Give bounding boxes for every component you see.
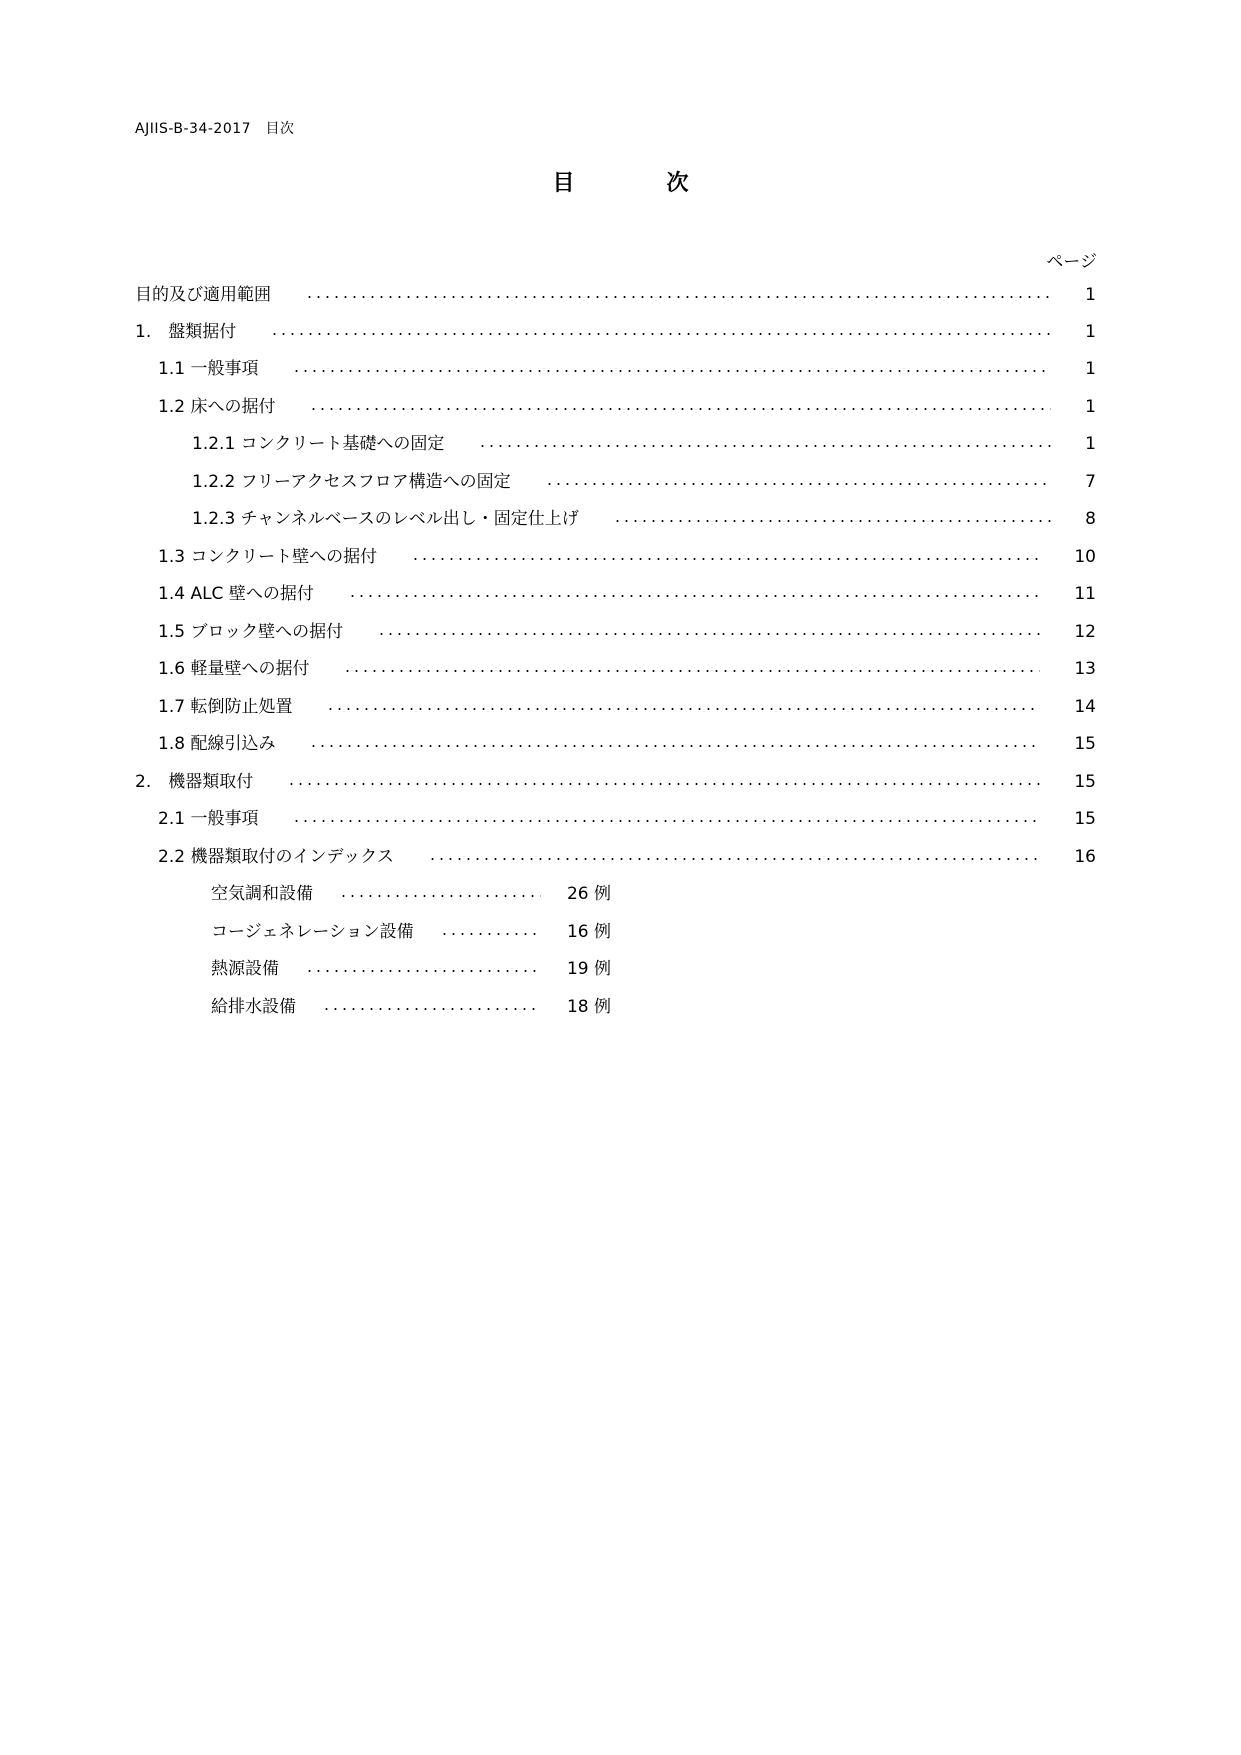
toc-entry-purpose[interactable] [135, 284, 1096, 306]
toc-entry-label: 2.1 一般事項 [158, 809, 259, 829]
toc-entry-page: 11 [1074, 584, 1096, 604]
toc-entry-page: 8 [1085, 509, 1096, 529]
toc-entry-2-1[interactable] [158, 808, 1096, 830]
dot-leader [348, 595, 1041, 597]
index-entry-count: 19 例 [566, 959, 611, 979]
toc-entry-page: 1 [1085, 322, 1096, 342]
toc-entry-1-8[interactable] [158, 733, 1096, 755]
toc-entry-page: 15 [1074, 772, 1096, 792]
toc-entry-label: 1.2 床への据付 [158, 397, 276, 417]
toc-entry-page: 1 [1085, 359, 1096, 379]
dot-leader [478, 445, 1051, 447]
toc-entry-1-1[interactable] [158, 358, 1096, 380]
dot-leader [309, 745, 1040, 747]
toc-entry-1-4[interactable] [158, 583, 1096, 605]
toc-entry-label: 1.6 軽量壁への据付 [158, 659, 310, 679]
index-entry-cogeneration[interactable] [211, 921, 611, 943]
toc-entry-1-7[interactable] [158, 696, 1096, 718]
toc-entry-label: 1.4 ALC 壁への据付 [158, 584, 314, 604]
dot-leader [339, 895, 541, 897]
toc-entry-page: 14 [1074, 697, 1096, 717]
toc-entry-1-5[interactable] [158, 621, 1096, 643]
dot-leader [322, 1008, 541, 1010]
dot-leader [287, 783, 1040, 785]
toc-entry-page: 1 [1085, 285, 1096, 305]
toc-entry-page: 15 [1074, 734, 1096, 754]
index-entry-air-conditioning[interactable] [211, 883, 611, 905]
index-entry-label: 空気調和設備 [211, 884, 313, 904]
title-char-2: 次 [666, 171, 689, 196]
toc-entry-1-2[interactable] [158, 396, 1096, 418]
dot-leader [326, 708, 1040, 710]
dot-leader [545, 483, 1052, 485]
toc-entry-label: 1.1 一般事項 [158, 359, 259, 379]
index-entry-label: コージェネレーション設備 [211, 922, 414, 942]
toc-entry-label: 2.2 機器類取付のインデックス [158, 847, 394, 867]
toc-entry-page: 1 [1085, 397, 1096, 417]
document-id-header: AJIIS-B-34-2017 目次 [135, 121, 295, 137]
index-entry-count: 26 例 [566, 884, 611, 904]
toc-entry-label: 1.2.1 コンクリート基礎への固定 [192, 434, 445, 454]
toc-entry-page: 10 [1074, 547, 1096, 567]
toc-entry-label: 1.7 転倒防止処置 [158, 697, 293, 717]
toc-entry-page: 15 [1074, 809, 1096, 829]
dot-leader [428, 858, 1040, 860]
dot-leader [411, 558, 1040, 560]
toc-entry-page: 16 [1074, 847, 1096, 867]
toc-entry-label: 1. 盤類据付 [135, 322, 237, 342]
dot-leader [292, 820, 1040, 822]
toc-entry-1-3[interactable] [158, 546, 1096, 568]
index-entry-label: 熱源設備 [211, 959, 279, 979]
toc-entry-1[interactable] [135, 321, 1096, 343]
dot-leader [440, 933, 541, 935]
index-entry-label: 給排水設備 [211, 997, 296, 1017]
toc-entry-2[interactable] [135, 771, 1096, 793]
toc-entry-label: 目的及び適用範囲 [135, 285, 271, 305]
index-entry-count: 16 例 [566, 922, 611, 942]
toc-entry-1-2-3[interactable] [192, 508, 1096, 530]
toc-entry-label: 1.8 配線引込み [158, 734, 276, 754]
toc-entry-page: 1 [1085, 434, 1096, 454]
index-entry-plumbing[interactable] [211, 996, 611, 1018]
toc-entry-label: 2. 機器類取付 [135, 772, 254, 792]
toc-entry-page: 12 [1074, 622, 1096, 642]
index-entry-heat-source[interactable] [211, 958, 611, 980]
dot-leader [613, 520, 1051, 522]
toc-entry-label: 1.5 ブロック壁への据付 [158, 622, 344, 642]
title-char-1: 目 [552, 171, 575, 196]
toc-entry-label: 1.3 コンクリート壁への据付 [158, 547, 378, 567]
dot-leader [309, 408, 1051, 410]
toc-entry-1-2-2[interactable] [192, 471, 1096, 493]
page-title [0, 166, 1241, 197]
dot-leader [343, 670, 1040, 672]
dot-leader [292, 370, 1051, 372]
toc-entry-page: 13 [1074, 659, 1096, 679]
toc-entry-1-6[interactable] [158, 658, 1096, 680]
toc-entry-label: 1.2.2 フリーアクセスフロア構造への固定 [192, 472, 511, 492]
toc-entry-page: 7 [1085, 472, 1096, 492]
dot-leader [305, 296, 1051, 298]
dot-leader [270, 333, 1051, 335]
page-column-label: ページ [1046, 252, 1097, 272]
dot-leader [305, 970, 541, 972]
toc-entry-label: 1.2.3 チャンネルベースのレベル出し・固定仕上げ [192, 509, 579, 529]
index-entry-count: 18 例 [566, 997, 611, 1017]
dot-leader [377, 633, 1040, 635]
toc-entry-2-2[interactable] [158, 846, 1096, 868]
toc-entry-1-2-1[interactable] [192, 433, 1096, 455]
